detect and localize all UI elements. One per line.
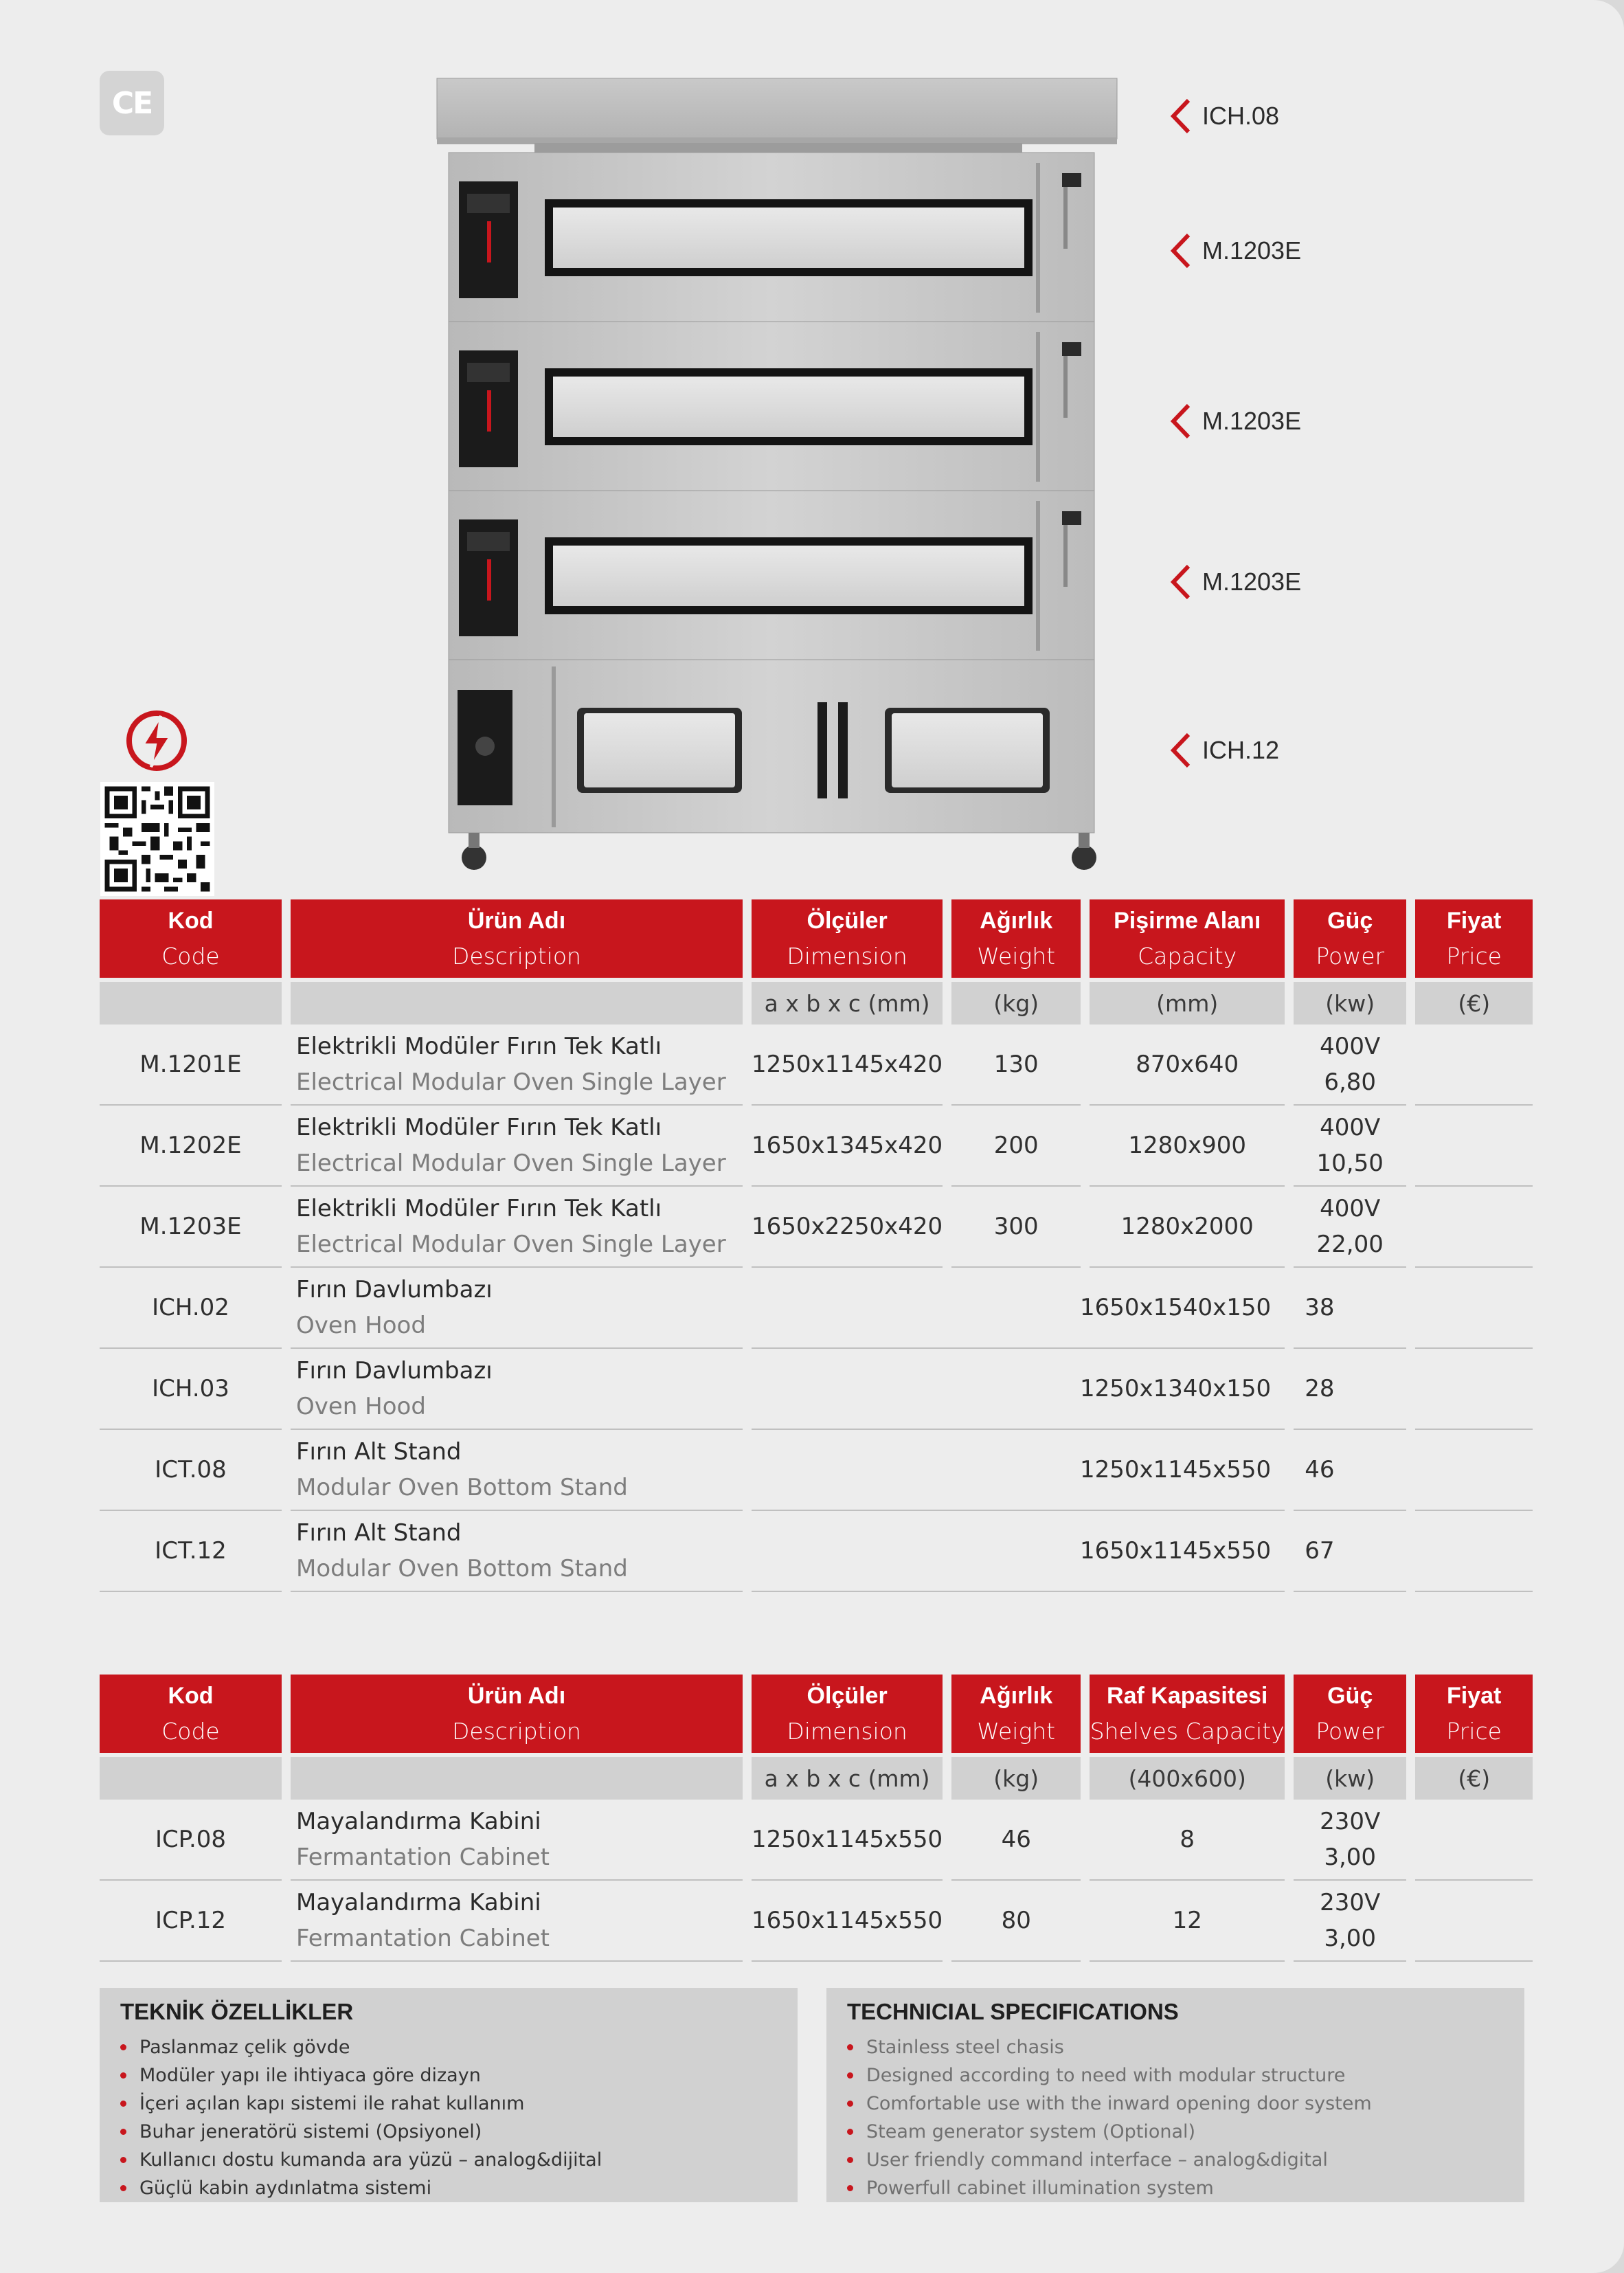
unit-cell [100, 978, 282, 1024]
list-item: Stainless steel chasis [844, 2033, 1372, 2061]
units-row [100, 978, 1533, 1024]
col-dimension: Ölçüler Dimension [752, 899, 943, 978]
price-cell [1415, 1349, 1533, 1430]
unit-cell: (400x600) [1090, 1753, 1285, 1800]
electric-icon [122, 706, 191, 775]
description-cell: Fırın Alt Stand Modular Oven Bottom Stand [291, 1430, 743, 1511]
dimension-cell: 1650x2250x420 [752, 1187, 943, 1268]
oven-product-image [431, 77, 1123, 874]
description-cell: Elektrikli Modüler Fırın Tek Katlı Electrical Modular Oven Single Layer [291, 1106, 743, 1187]
capacity-cell: 1280x2000 [1090, 1187, 1285, 1268]
weight-cell: 46 [1294, 1430, 1406, 1511]
dimension-cell: 1250x1145x550 [752, 1800, 943, 1881]
table-row [100, 1511, 1533, 1592]
description-cell: Elektrikli Modüler Fırın Tek Katlı Electrical Modular Oven Single Layer [291, 1024, 743, 1106]
table-row [100, 1349, 1533, 1430]
table-row [100, 1430, 1533, 1511]
col-price: Fiyat Price [1415, 899, 1533, 978]
features-tr-title: TEKNİK ÖZELLİKLER [120, 1999, 354, 2024]
list-item: User friendly command interface – analog&digital [844, 2146, 1372, 2174]
price-cell [1415, 1881, 1533, 1962]
list-item: Powerfull cabinet illumination system [844, 2174, 1372, 2202]
description-cell: Fırın Davlumbazı Oven Hood [291, 1349, 743, 1430]
weight-cell: 46 [951, 1800, 1081, 1881]
col-power: Güç Power [1294, 899, 1406, 978]
capacity-cell: 12 [1090, 1881, 1285, 1962]
unit-cell: (kg) [951, 1753, 1081, 1800]
description-cell: Fırın Davlumbazı Oven Hood [291, 1268, 743, 1349]
ce-mark-icon: CE [100, 71, 164, 135]
col-weight: Ağırlık Weight [951, 1675, 1081, 1753]
description-cell: Elektrikli Modüler Fırın Tek Katlı Electrical Modular Oven Single Layer [291, 1187, 743, 1268]
list-item: Designed according to need with modular structure [844, 2061, 1372, 2090]
dimension-cell: 1250x1340x150 [752, 1349, 1285, 1430]
capacity-cell: 870x640 [1090, 1024, 1285, 1106]
code-cell: ICT.08 [100, 1430, 282, 1511]
callout-label: M.1203E [1168, 563, 1301, 601]
weight-cell: 80 [951, 1881, 1081, 1962]
features-tr-panel [100, 1988, 798, 2202]
code-cell: ICH.03 [100, 1349, 282, 1430]
dimension-cell: 1250x1145x550 [752, 1430, 1285, 1511]
code-cell: M.1203E [100, 1187, 282, 1268]
list-item: Modüler yapı ile ihtiyaca göre dizayn [117, 2061, 602, 2090]
weight-cell: 300 [951, 1187, 1081, 1268]
col-dimension: Ölçüler Dimension [752, 1675, 943, 1753]
chevron-left-icon [1168, 563, 1194, 601]
price-cell [1415, 1024, 1533, 1106]
callout-label: M.1203E [1168, 232, 1301, 269]
callout-label: M.1203E [1168, 403, 1301, 440]
unit-cell: (kg) [951, 978, 1081, 1024]
description-cell: Mayalandırma Kabini Fermantation Cabinet [291, 1881, 743, 1962]
qr-code-icon[interactable] [100, 782, 214, 896]
list-item: Güçlü kabin aydınlatma sistemi [117, 2174, 602, 2202]
table-row [100, 1106, 1533, 1187]
callout-label: ICH.12 [1168, 732, 1279, 769]
code-cell: M.1202E [100, 1106, 282, 1187]
code-cell: ICH.02 [100, 1268, 282, 1349]
col-capacity: Pişirme Alanı Capacity [1090, 899, 1285, 978]
list-item: İçeri açılan kapı sistemi ile rahat kullanım [117, 2090, 602, 2118]
table-row [100, 1800, 1533, 1881]
chevron-left-icon [1168, 232, 1194, 269]
price-cell [1415, 1511, 1533, 1592]
table-row [100, 1024, 1533, 1106]
col-description: Ürün Adı Description [291, 899, 743, 978]
col-power: Güç Power [1294, 1675, 1406, 1753]
price-cell [1415, 1106, 1533, 1187]
table-row [100, 1881, 1533, 1962]
features-en-list [844, 2033, 1372, 2202]
list-item: Steam generator system (Optional) [844, 2118, 1372, 2146]
power-cell: 400V 6,80 [1294, 1024, 1406, 1106]
unit-cell: (kw) [1294, 1753, 1406, 1800]
units-row [100, 1753, 1533, 1800]
dimension-cell: 1650x1345x420 [752, 1106, 943, 1187]
proofer-cabinet [449, 660, 1094, 833]
unit-cell [100, 1753, 282, 1800]
unit-cell: a x b x c (mm) [752, 1753, 943, 1800]
col-shelves-capacity: Raf Kapasitesi Shelves Capacity [1090, 1675, 1285, 1753]
code-cell: M.1201E [100, 1024, 282, 1106]
list-item: Buhar jeneratörü sistemi (Opsiyonel) [117, 2118, 602, 2146]
chevron-left-icon [1168, 98, 1194, 135]
weight-cell: 38 [1294, 1268, 1406, 1349]
code-cell: ICT.12 [100, 1511, 282, 1592]
weight-cell: 67 [1294, 1511, 1406, 1592]
unit-cell: (mm) [1090, 978, 1285, 1024]
features-en-title: TECHNICIAL SPECIFICATIONS [847, 1999, 1179, 2024]
price-cell [1415, 1800, 1533, 1881]
power-cell: 230V 3,00 [1294, 1800, 1406, 1881]
features-en-panel [826, 1988, 1524, 2202]
cabinet-price-table [91, 1675, 1542, 1962]
unit-cell [291, 1753, 743, 1800]
callout-label: ICH.08 [1168, 98, 1279, 135]
price-cell [1415, 1187, 1533, 1268]
dimension-cell: 1650x1540x150 [752, 1268, 1285, 1349]
chevron-left-icon [1168, 732, 1194, 769]
capacity-cell: 8 [1090, 1800, 1285, 1881]
table-header [100, 899, 1533, 978]
unit-cell: (€) [1415, 978, 1533, 1024]
table-row [100, 1268, 1533, 1349]
code-cell: ICP.08 [100, 1800, 282, 1881]
dimension-cell: 1650x1145x550 [752, 1881, 943, 1962]
col-price: Fiyat Price [1415, 1675, 1533, 1753]
power-cell: 400V 10,50 [1294, 1106, 1406, 1187]
price-cell [1415, 1430, 1533, 1511]
chevron-left-icon [1168, 403, 1194, 440]
col-code: Kod Code [100, 1675, 282, 1753]
price-cell [1415, 1268, 1533, 1349]
list-item: Kullanıcı dostu kumanda ara yüzü – analog&dijital [117, 2146, 602, 2174]
weight-cell: 28 [1294, 1349, 1406, 1430]
col-weight: Ağırlık Weight [951, 899, 1081, 978]
dimension-cell: 1250x1145x420 [752, 1024, 943, 1106]
unit-cell: (kw) [1294, 978, 1406, 1024]
power-cell: 230V 3,00 [1294, 1881, 1406, 1962]
col-description: Ürün Adı Description [291, 1675, 743, 1753]
description-cell: Mayalandırma Kabini Fermantation Cabinet [291, 1800, 743, 1881]
weight-cell: 200 [951, 1106, 1081, 1187]
weight-cell: 130 [951, 1024, 1081, 1106]
code-cell: ICP.12 [100, 1881, 282, 1962]
dimension-cell: 1650x1145x550 [752, 1511, 1285, 1592]
unit-cell [291, 978, 743, 1024]
col-code: Kod Code [100, 899, 282, 978]
features-tr-list [117, 2033, 602, 2202]
power-cell: 400V 22,00 [1294, 1187, 1406, 1268]
list-item: Comfortable use with the inward opening door system [844, 2090, 1372, 2118]
list-item: Paslanmaz çelik gövde [117, 2033, 602, 2061]
oven-deck [449, 153, 1094, 322]
table-row [100, 1187, 1533, 1268]
table-header [100, 1675, 1533, 1753]
oven-price-table [91, 899, 1542, 1592]
unit-cell: a x b x c (mm) [752, 978, 943, 1024]
unit-cell: (€) [1415, 1753, 1533, 1800]
capacity-cell: 1280x900 [1090, 1106, 1285, 1187]
description-cell: Fırın Alt Stand Modular Oven Bottom Stand [291, 1511, 743, 1592]
